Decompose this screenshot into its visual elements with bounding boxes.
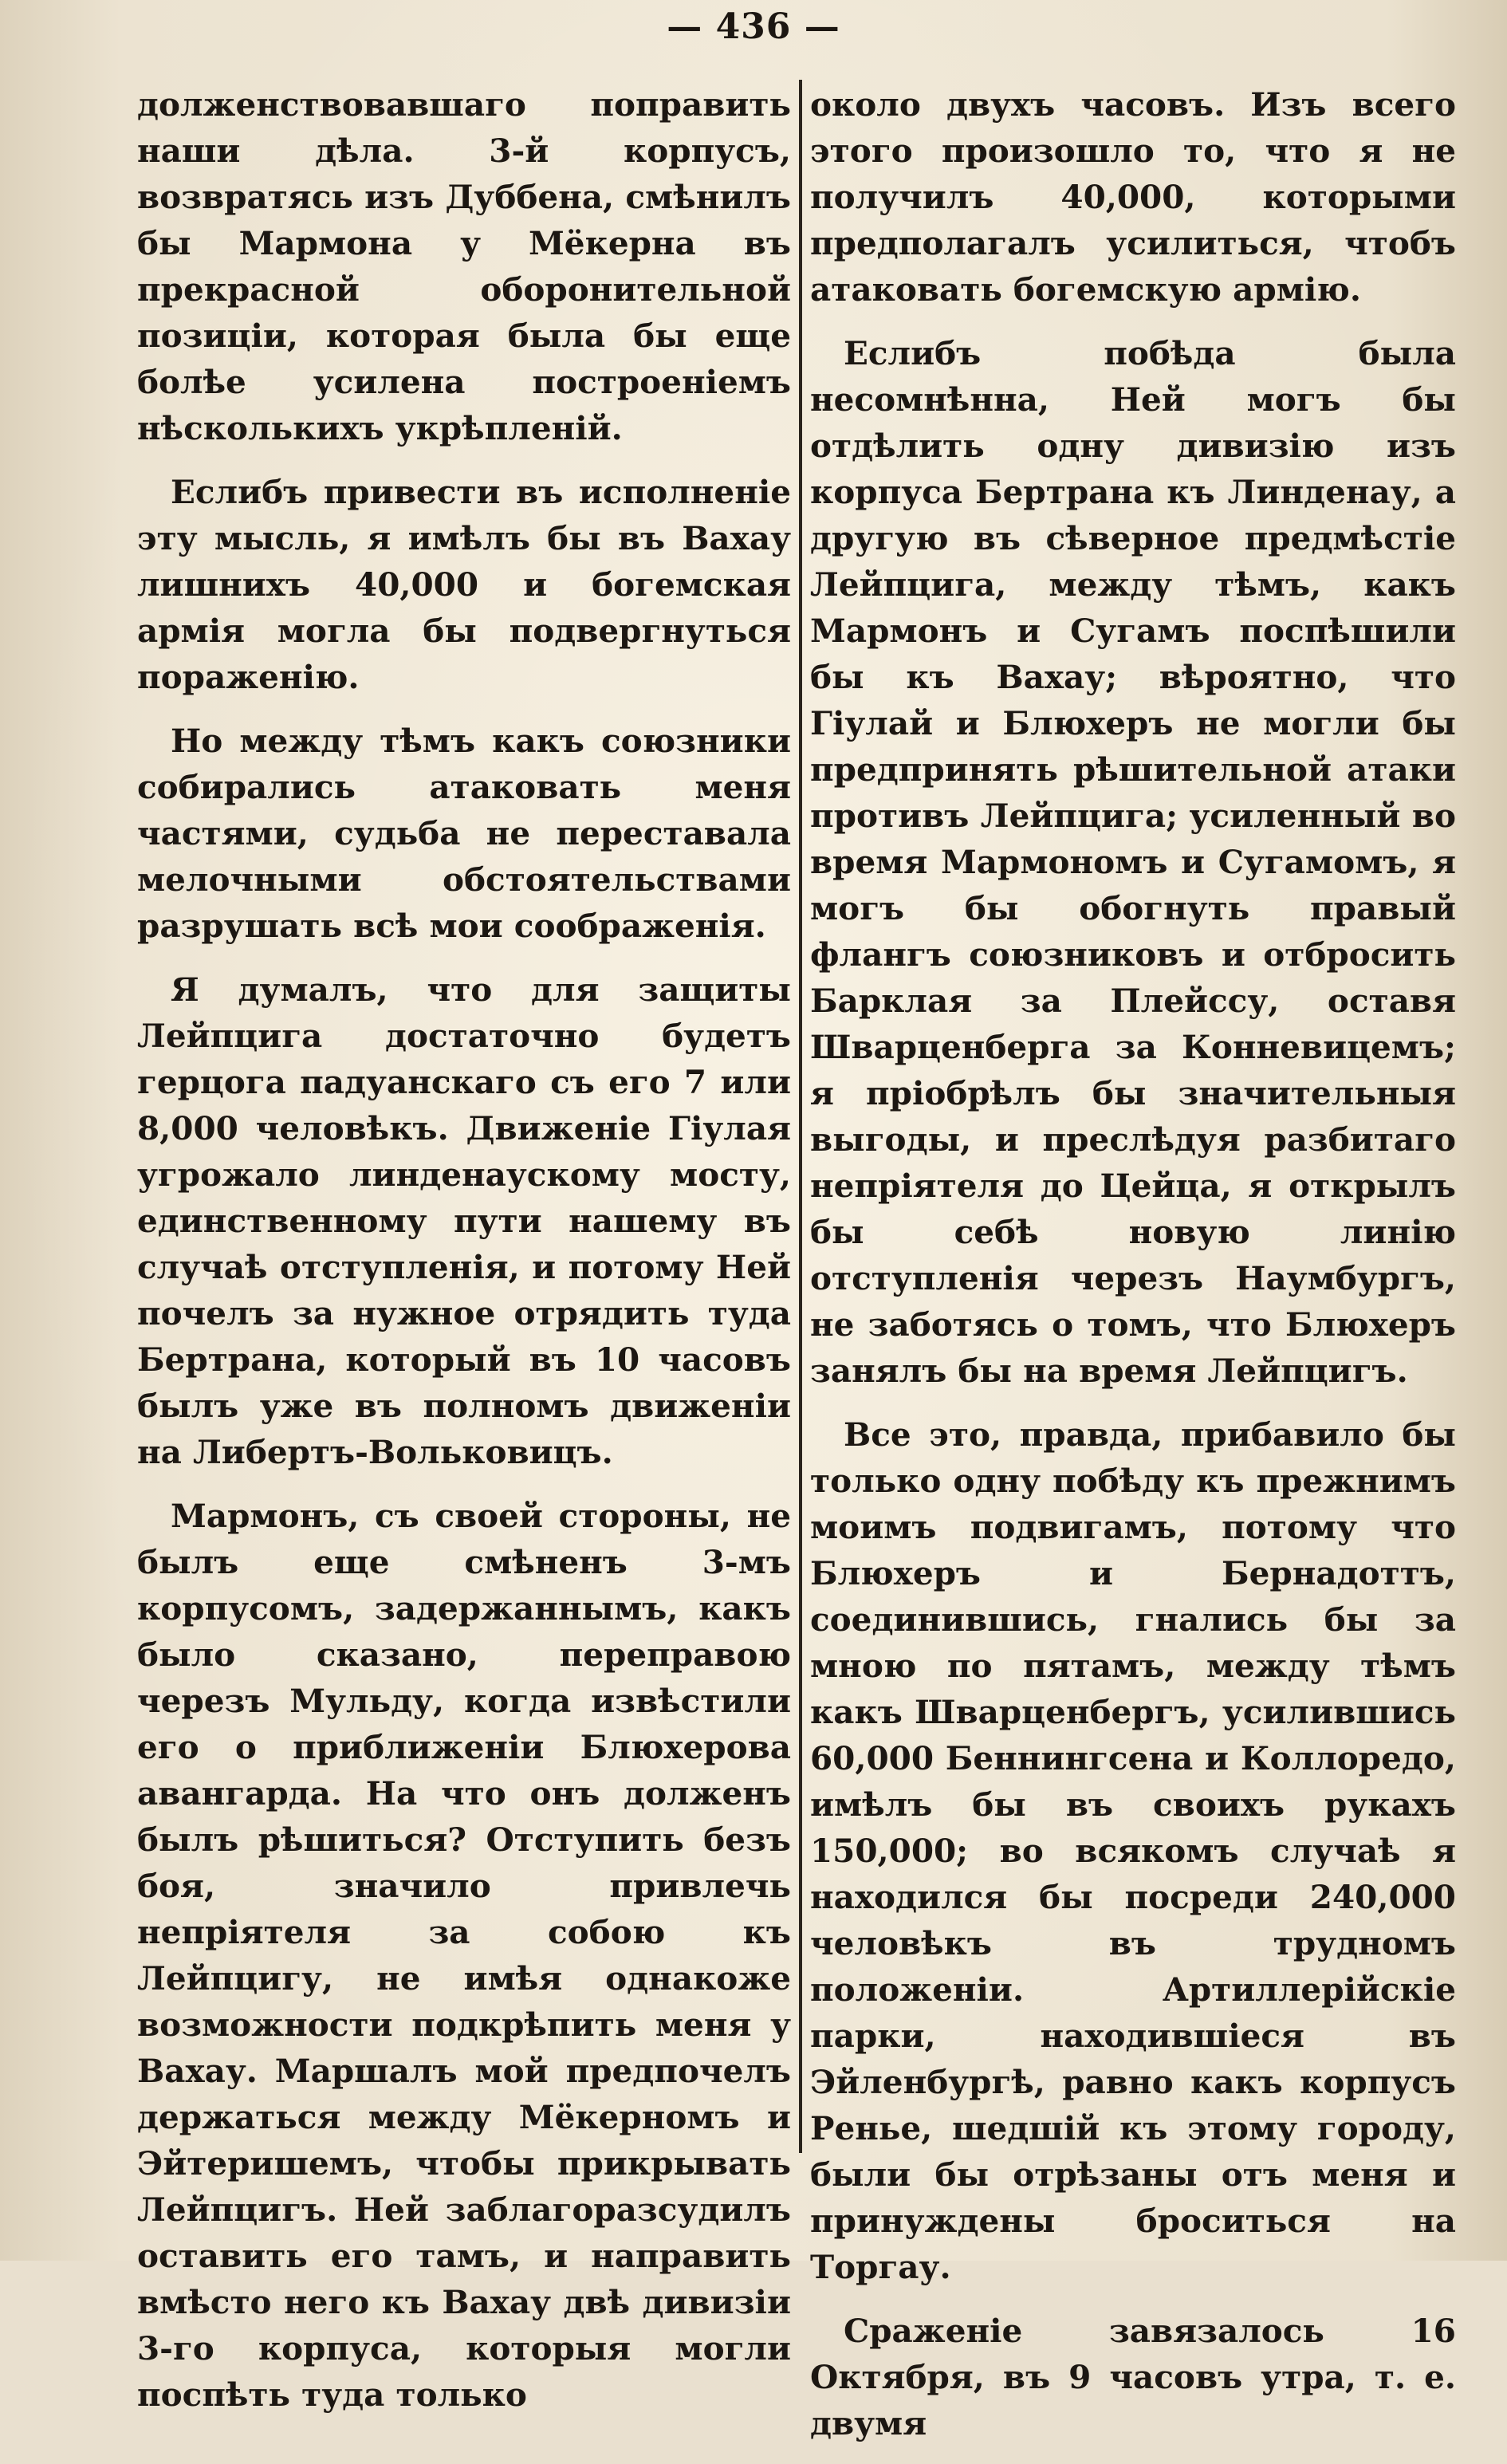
- left-paragraph-2: Еслибъ привести въ исполненіе эту мысль, я имѣлъ бы въ Вахау лишнихъ 40,000 и богемская армія могла бы подвергнуться пораженію.: [137, 473, 791, 696]
- left-paragraph-5: Мармонъ, съ своей стороны, не былъ еще смѣненъ 3-мъ корпусомъ, задержаннымъ, какъ было сказано, переправою черезъ Мульду, когда извѣстили его о приближеніи Блюхерова авангарда. На что онъ долженъ былъ рѣшиться? Отступить безъ боя, значило привлечь непріятеля за собою къ Лейпцигу, не имѣя однакоже возможности подкрѣпить меня у Вахау. Маршалъ мой предпочелъ держаться между Мёкерномъ и Эйтеришемъ, чтобы прикрывать Лейпцигъ. Ней заблагоразсудилъ оставить его тамъ, и направить вмѣсто него къ Вахау двѣ дивизіи 3-го корпуса, которыя могли поспѣть туда только: [137, 1497, 791, 2414]
- right-paragraph-3: Все это, правда, прибавило бы только одну побѣду къ прежнимъ моимъ подвигамъ, потому что Блюхеръ и Бернадоттъ, соединившись, гнались бы за мною по пятамъ, между тѣмъ какъ Шварценбергъ, усилившись 60,000 Беннингсена и Коллоредо, имѣлъ бы въ своихъ рукахъ 150,000; во всякомъ случаѣ я находился бы посреди 240,000 человѣкъ въ трудномъ положеніи. Артиллерійскіе парки, находившіеся въ Эйленбургѣ, равно какъ корпусъ Ренье, шедшій къ этому городу, были бы отрѣзаны отъ меня и принуждены броситься на Торгау.: [810, 1415, 1456, 2286]
- left-paragraph-3: Но между тѣмъ какъ союзники собирались атаковать меня частями, судьба не переставала мелочными обстоятельствами разрушать всѣ мои соображенія.: [137, 722, 791, 945]
- right-paragraph-1: около двухъ часовъ. Изъ всего этого произошло то, что я не получилъ 40,000, которыми предполагалъ усилиться, чтобъ атаковать богемскую армію.: [810, 85, 1456, 309]
- page-number: — 436 —: [667, 6, 840, 47]
- column-divider: [799, 80, 802, 2153]
- right-paragraph-2: Еслибъ побѣда была несомнѣнна, Ней могъ бы отдѣлить одну дивизію изъ корпуса Бертрана къ Линденау, а другую въ сѣверное предмѣстіе Лейпцига, между тѣмъ, какъ Мармонъ и Сугамъ поспѣшили бы къ Вахау; вѣроятно, что Гіулай и Блюхеръ не могли бы предпринять рѣшительной атаки противъ Лейпцига; усиленный во время Мармономъ и Сугамомъ, я могъ бы обогнуть правый флангъ союзниковъ и отбросить Барклая за Плейссу, оставя Шварценберга за Конневицемъ; я пріобрѣлъ бы значительныя выгоды, и преслѣдуя разбитаго непріятеля до Цейца, я открылъ бы себѣ новую линію отступленія черезъ Наумбургъ, не заботясь о томъ, что Блюхеръ занялъ бы на время Лейпцигъ.: [810, 334, 1456, 1390]
- right-column: [810, 81, 1456, 2464]
- left-paragraph-1: долженствовавшаго поправить наши дѣла. 3-й корпусъ, возвратясь изъ Дуббена, смѣнилъ бы Мармона у Мёкерна въ прекрасной оборонительной позиціи, которая была бы еще болѣе усилена построеніемъ нѣсколькихъ укрѣпленій.: [137, 85, 791, 447]
- left-column: [137, 81, 791, 2435]
- left-paragraph-4: Я думалъ, что для защиты Лейпцига достаточно будетъ герцога падуанскаго съ его 7 или 8,000 человѣкъ. Движеніе Гіулая угрожало линденаускому мосту, единственному пути нашему въ случаѣ отступленія, и потому Ней почелъ за нужное отрядить туда Бертрана, который въ 10 часовъ былъ уже въ полномъ движеніи на Либертъ-Вольковицъ.: [137, 970, 791, 1471]
- right-paragraph-4: Сраженіе завязалось 16 Октября, въ 9 часовъ утра, т. е. двумя: [810, 2312, 1456, 2442]
